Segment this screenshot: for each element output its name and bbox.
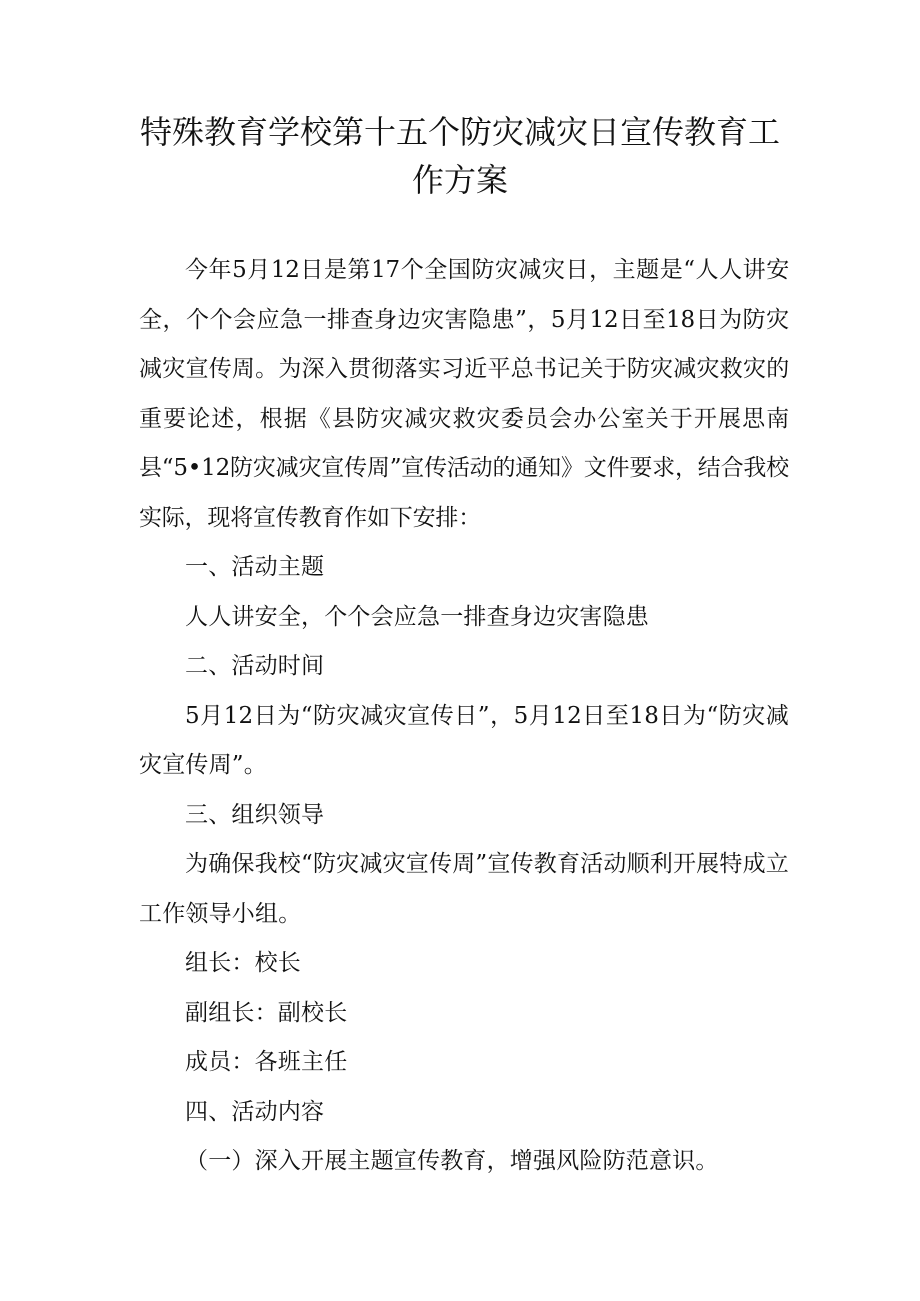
team-members: 成员：各班主任 [185,1049,348,1075]
content-item-1: （一）深入开展主题宣传教育，增强风险防范意识。 [185,1148,719,1174]
title-line-2: 作方案 [411,161,508,199]
section-heading-theme: 一、活动主题 [185,554,325,580]
leadership-text: 为确保我校“防灾减灾宣传周”宣传教育活动顺利开展特成立工作领导小组。 [139,851,789,927]
document-body [139,246,789,1187]
time-text: 5月12日为“防灾减灾宣传日”，5月12日至18日为“防灾减灾宣传周”。 [139,702,789,778]
section-heading-time: 二、活动时间 [185,653,325,679]
intro-paragraph: 今年5月12日是第17个全国防灾减灾日，主题是“人人讲安全，个个会应急一排查身边灾害隐患”，5月12日至18日为防灾减灾宣传周。为深入贯彻落实习近平总书记关于防灾减灾救灾的重要论述，根据《县防灾减灾救灾委员会办公室关于开展思南县“5•12防灾减灾宣传周”宣传活动的通知》文件要求，结合我校实际，现将宣传教育作如下安排： [139,257,789,531]
team-leader: 组长：校长 [185,950,301,976]
title-line-1: 特殊教育学校第十五个防灾减灾日宣传教育工 [139,113,780,151]
section-heading-content: 四、活动内容 [185,1098,325,1125]
team-deputy-leader: 副组长：副校长 [185,999,348,1026]
theme-text: 人人讲安全，个个会应急一排查身边灾害隐患 [185,603,649,630]
section-heading-leadership: 三、组织领导 [185,801,325,828]
document-title [130,108,790,204]
